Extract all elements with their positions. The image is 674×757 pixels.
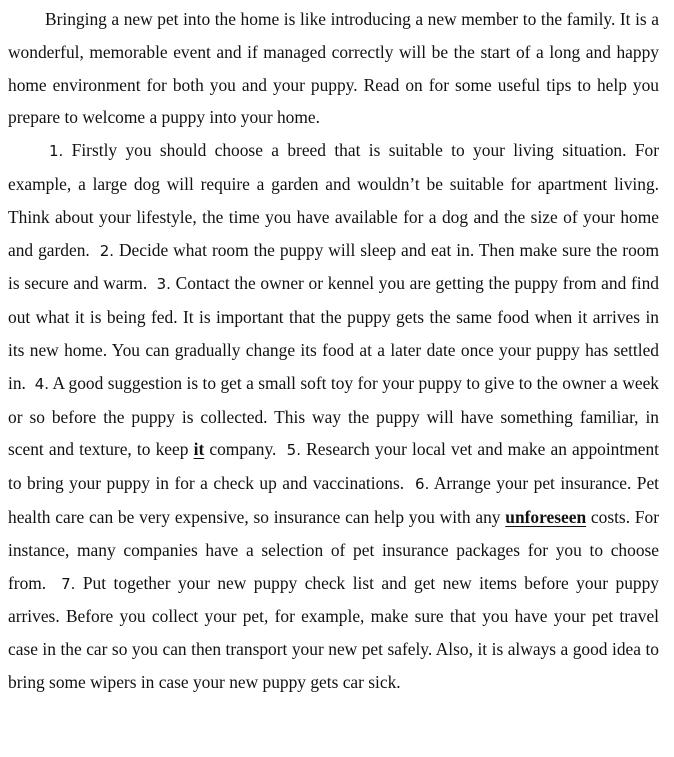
tip-7-number: 7. — [61, 574, 76, 593]
tips-paragraph — [8, 134, 659, 699]
tip-6-underlined-word: unforeseen — [505, 506, 587, 527]
tip-6-text-before: Arrange your pet insurance. Pet health care can be very expensive, so insurance can help you with any — [8, 473, 660, 527]
tip-2-text: Decide what room the puppy will sleep and eat in. Then make sure the room is secure and warm. — [8, 239, 659, 294]
intro-paragraph: Bringing a new pet into the home is like introducing a new member to the family. It is a wonderful, memorable event and if managed correctly will be the start of a long and happy home environment for both you and your puppy. Read on for some useful tips to help you prepare to welcome a puppy into your home. — [8, 9, 659, 128]
tip-4-text-after: company. — [209, 439, 277, 460]
tip-7-text: Put together your new puppy check list and get new items before your puppy arrives. Before you collect your pet, for example, make sure that you have your pet travel case in the car so you can then transport your new pet safely. Also, it is always a good idea to bring some wipers in case your new puppy gets car sick. — [8, 572, 659, 692]
tip-3-text: Contact the owner or kennel you are getting the puppy from and find out what it is being fed. It is important that the puppy gets the same food when it arrives in its new home. You can gradually change its food at a later date once your puppy has settled in. — [8, 273, 660, 393]
tip-4-underlined-word: it — [193, 439, 205, 460]
tip-2-number: 2. — [99, 241, 114, 260]
tip-6-number: 6. — [415, 475, 430, 494]
tip-5-text: Research your local vet and make an appointment to bring your puppy in for a check up and vaccinations. — [8, 439, 659, 494]
tip-5-number: 5. — [286, 441, 301, 460]
tip-4-number: 4. — [34, 374, 50, 393]
tip-3-number: 3. — [156, 275, 171, 294]
tip-6-text-after: costs. For instance, many companies have a selection of pet insurance packages for you to choose from. — [8, 506, 659, 593]
tip-1-number: 1. — [49, 142, 64, 161]
tip-1-text: Firstly you should choose a breed that is suitable to your living situation. For example, a large dog will require a garden and wouldn’t be suitable for apartment living. Think about your lifestyle, the time you have available for a dog and the size of your home and garden. — [8, 140, 659, 260]
tip-4-text-before: A good suggestion is to get a small soft toy for your puppy to give to the owner a week or so before the puppy is collected. This way the puppy will have something familiar, in scent and texture, to keep — [8, 372, 660, 460]
